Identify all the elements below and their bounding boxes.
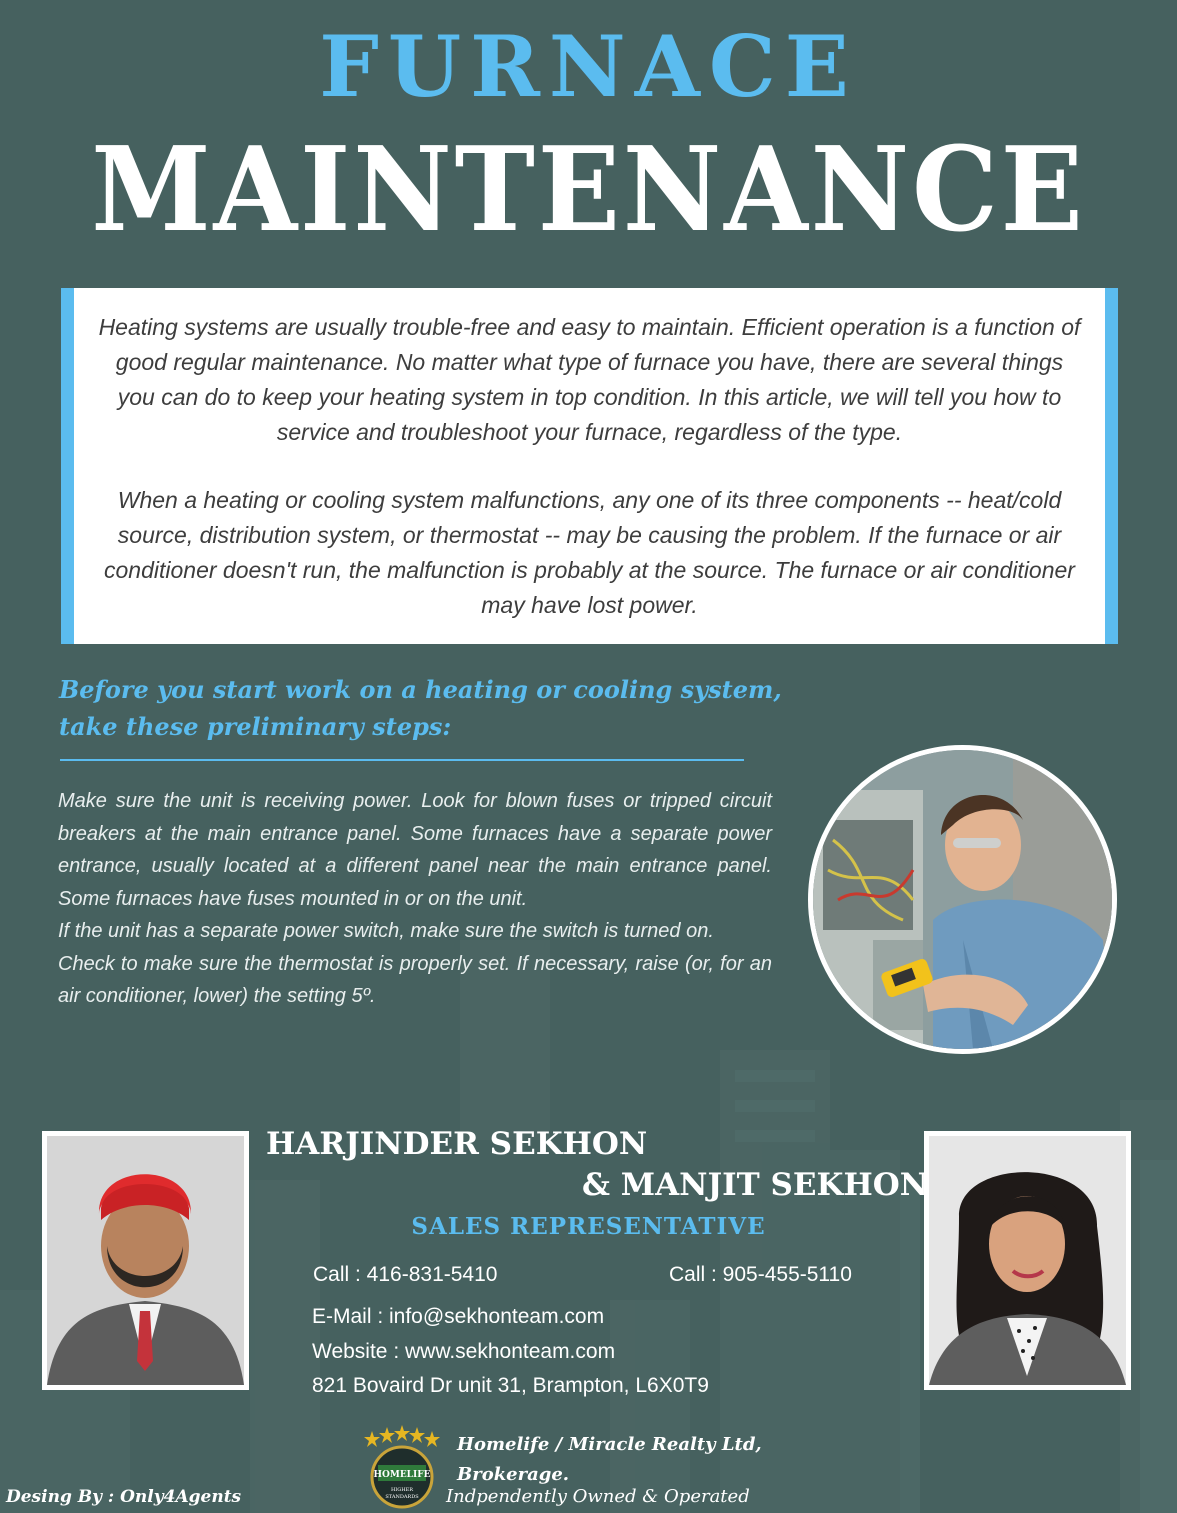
step-3: Check to make sure the thermostat is properly set. If necessary, raise (or, for an air conditioner, lower) the setting 5º.: [58, 952, 772, 1007]
office-address: 821 Bovaird Dr unit 31, Brampton, L6X0T9: [312, 1374, 709, 1397]
step-2: If the unit has a separate power switch, make sure the switch is turned on.: [58, 920, 714, 942]
website-link[interactable]: Website : www.sekhonteam.com: [312, 1340, 616, 1363]
phone-1[interactable]: Call : 416-831-5410: [313, 1263, 498, 1286]
logo-text: HOMELIFE: [373, 1470, 431, 1480]
brokerage-tagline: Indpendently Owned & Operated: [446, 1486, 750, 1507]
agent-photo-harjinder: [42, 1131, 249, 1390]
technician-photo: [808, 745, 1117, 1054]
logo-tagline-1: HIGHER: [390, 1487, 414, 1493]
agent-role: SALES REPRESENTATIVE: [411, 1213, 766, 1240]
title-maintenance: MAINTENANCE: [91, 122, 1086, 258]
brokerage-line-2: Brokerage.: [457, 1464, 570, 1485]
brokerage-line-1: Homelife / Miracle Realty Ltd,: [457, 1434, 762, 1455]
agent-name-2: & MANJIT SEKHON: [582, 1167, 929, 1203]
heading-divider: [60, 759, 744, 761]
intro-box: [61, 288, 1118, 644]
phone-2[interactable]: Call : 905-455-5110: [669, 1263, 852, 1286]
agent-photo-manjit: [924, 1131, 1131, 1390]
step-1: Make sure the unit is receiving power. Look for blown fuses or tripped circuit breakers at the main entrance panel. Some furnaces have a separate power entrance, usually located at a different panel near the main entrance panel. Some furnaces have fuses mounted in or on the unit.: [58, 790, 772, 910]
intro-paragraph-1: Heating systems are usually trouble-free and easy to maintain. Efficient operation is a function of good regular maintenance. No matter what type of furnace you have, there are several things you can do to keep your heating system in top condition. In this article, we will tell you how to service and troubleshoot your furnace, regardless of the type.: [98, 314, 1081, 445]
logo-tagline-2: STANDARDS: [385, 1494, 419, 1500]
preliminary-heading: Before you start work on a heating or cooling system, take these preliminary steps:: [59, 675, 782, 741]
agent-name-1: HARJINDER SEKHON: [266, 1126, 648, 1162]
homelife-logo: [362, 1425, 442, 1511]
title-furnace: FURNACE: [319, 17, 858, 116]
intro-paragraph-2: When a heating or cooling system malfunctions, any one of its three components -- heat/cold source, distribution system, or thermostat -- may be causing the problem. If the furnace or air conditioner doesn't run, the malfunction is probably at the source. The furnace or air conditioner may have lost power.: [104, 487, 1075, 618]
email-link[interactable]: E-Mail : info@sekhonteam.com: [312, 1305, 605, 1328]
preliminary-steps: [58, 785, 772, 1013]
brokerage-name: [457, 1430, 762, 1490]
design-credit: Desing By : Only4Agents: [6, 1487, 242, 1507]
